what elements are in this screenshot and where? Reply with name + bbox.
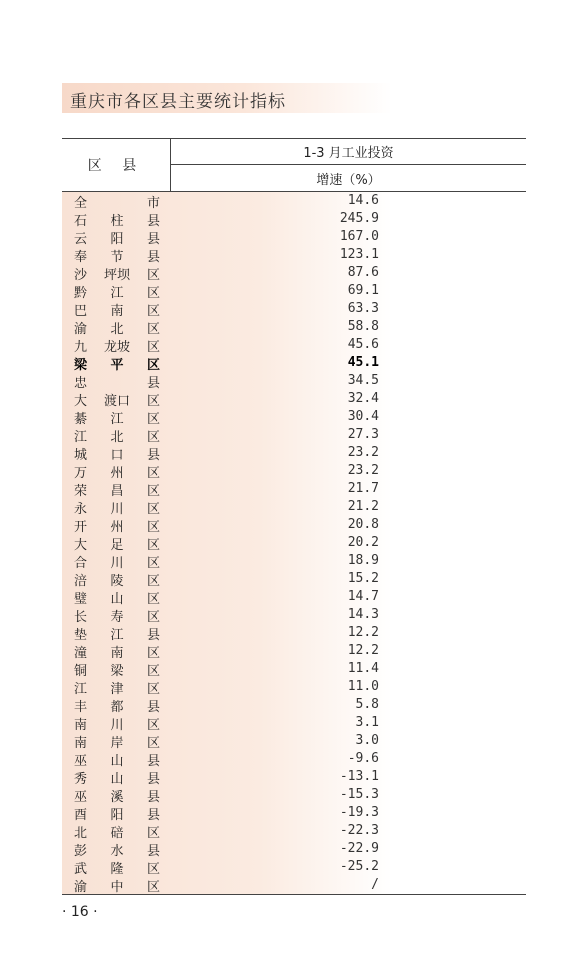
region-name-part: 津 (110, 681, 124, 697)
table-row (62, 858, 526, 876)
growth-value: 45.1 (347, 355, 379, 370)
table-row (62, 408, 526, 426)
region-name-part: 梁 (110, 663, 124, 679)
region-name-part: 沙 (74, 267, 88, 283)
growth-value: 14.6 (347, 193, 379, 208)
table-row (62, 498, 526, 516)
region-name-part: 县 (146, 249, 160, 265)
region-name-part: 溪 (110, 789, 124, 805)
region-name-part: 区 (146, 465, 160, 481)
region-name-part: 县 (146, 375, 160, 391)
region-name-part: 丰 (74, 699, 88, 715)
table-bottom-rule (62, 894, 526, 895)
region-name-part: 山 (110, 753, 124, 769)
table-row (62, 480, 526, 498)
table-row (62, 354, 526, 372)
region-name-part: 岸 (110, 735, 124, 751)
region-name-part: 涪 (74, 573, 88, 589)
region-name (74, 336, 160, 354)
growth-value: 14.7 (347, 589, 379, 604)
growth-value: 87.6 (347, 265, 379, 280)
region-name-part: 秀 (74, 771, 88, 787)
region-name (74, 624, 160, 642)
region-name-part: 九 (74, 339, 88, 355)
growth-value: -19.3 (339, 805, 379, 820)
table-row (62, 678, 526, 696)
region-name (74, 498, 160, 516)
growth-value: 20.2 (347, 535, 379, 550)
region-name (74, 426, 160, 444)
growth-value: 23.2 (347, 445, 379, 460)
growth-value: 20.8 (347, 517, 379, 532)
growth-value: 3.1 (355, 715, 379, 730)
region-name-part: 潼 (74, 645, 88, 661)
region-name-part: 山 (110, 591, 124, 607)
table-row (62, 300, 526, 318)
growth-value: 34.5 (347, 373, 379, 388)
region-name (74, 480, 160, 498)
region-name-part: 区 (146, 411, 160, 427)
region-name (74, 318, 160, 336)
region-name (74, 534, 160, 552)
title-bar (62, 83, 392, 113)
region-name-part: 市 (146, 195, 160, 211)
growth-value: 21.2 (347, 499, 379, 514)
region-name (74, 570, 160, 588)
region-name (74, 192, 160, 210)
region-name-part: 都 (110, 699, 124, 715)
region-name-part: 江 (110, 285, 124, 301)
table-row (62, 210, 526, 228)
growth-value: 245.9 (339, 211, 379, 226)
table-row (62, 732, 526, 750)
table-row (62, 318, 526, 336)
region-name-part: 县 (146, 789, 160, 805)
region-name (74, 408, 160, 426)
table-row (62, 534, 526, 552)
table-row (62, 570, 526, 588)
table-row (62, 822, 526, 840)
table-row (62, 552, 526, 570)
region-name-part: 北 (110, 321, 124, 337)
growth-value: -9.6 (347, 751, 379, 766)
table-row (62, 282, 526, 300)
region-column-header: 区 县 (62, 139, 171, 191)
region-name (74, 444, 160, 462)
table-row (62, 804, 526, 822)
region-name (74, 840, 160, 858)
region-name (74, 660, 160, 678)
region-name-part: 区 (146, 681, 160, 697)
region-name-part: 南 (110, 303, 124, 319)
table-row (62, 606, 526, 624)
region-name-part: 云 (74, 231, 88, 247)
region-name-part: 区 (146, 303, 160, 319)
table-row (62, 714, 526, 732)
region-name-part: 江 (74, 681, 88, 697)
region-name-part: 中 (110, 879, 124, 895)
region-name (74, 264, 160, 282)
region-name-part: 全 (74, 195, 88, 211)
region-name-part: 忠 (74, 375, 88, 391)
region-name-part: 区 (146, 483, 160, 499)
region-name (74, 300, 160, 318)
region-name-part: 足 (110, 537, 124, 553)
region-name (74, 750, 160, 768)
table-row (62, 390, 526, 408)
table-row (62, 336, 526, 354)
growth-value: -13.1 (339, 769, 379, 784)
stats-table (62, 138, 526, 895)
region-name-part: 区 (146, 825, 160, 841)
region-name (74, 282, 160, 300)
region-name-part: 梁 (74, 357, 88, 373)
region-name-part: 区 (146, 609, 160, 625)
region-name (74, 858, 160, 876)
region-name-part: 江 (110, 627, 124, 643)
region-name-part: 区 (146, 555, 160, 571)
region-name-part: 川 (110, 501, 124, 517)
region-name-part: 区 (146, 339, 160, 355)
region-name-part: 县 (146, 447, 160, 463)
growth-value: 32.4 (347, 391, 379, 406)
region-name-part: 区 (146, 519, 160, 535)
table-header (62, 138, 526, 192)
region-name-part: 县 (146, 699, 160, 715)
region-name (74, 210, 160, 228)
growth-value: 167.0 (339, 229, 379, 244)
region-name-part: 合 (74, 555, 88, 571)
region-name-part: 区 (146, 591, 160, 607)
growth-value: 45.6 (347, 337, 379, 352)
table-row (62, 750, 526, 768)
unit-column-header: 增速（%） (316, 172, 381, 188)
region-name-part: 口 (110, 447, 124, 463)
page-number: · 16 · (62, 904, 98, 920)
region-name-part: 陵 (110, 573, 124, 589)
growth-value: 30.4 (347, 409, 379, 424)
region-name-part: 万 (74, 465, 88, 481)
table-row (62, 426, 526, 444)
region-name-part: 县 (146, 627, 160, 643)
region-name-part: 北 (74, 825, 88, 841)
region-name-part: 南 (110, 645, 124, 661)
region-name (74, 714, 160, 732)
region-name (74, 768, 160, 786)
region-name-part: 县 (146, 213, 160, 229)
region-name-part: 垫 (74, 627, 88, 643)
table-row (62, 372, 526, 390)
table-row (62, 228, 526, 246)
region-name-part: 渡口 (103, 393, 130, 409)
region-name-part: 柱 (110, 213, 124, 229)
table-row (62, 786, 526, 804)
region-name-part: 巫 (74, 789, 88, 805)
page-title: 重庆市各区县主要统计指标 (70, 92, 286, 112)
region-name-part: 阳 (110, 807, 124, 823)
region-name-part: 碚 (110, 825, 124, 841)
region-name-part: 县 (146, 771, 160, 787)
table-body (62, 192, 526, 894)
table-row (62, 246, 526, 264)
growth-value: -25.2 (339, 859, 379, 874)
region-name-part: 区 (146, 645, 160, 661)
region-name (74, 606, 160, 624)
table-row (62, 588, 526, 606)
region-name (74, 642, 160, 660)
region-name-part: 长 (74, 609, 88, 625)
growth-value: -15.3 (339, 787, 379, 802)
region-name-part: 区 (146, 357, 160, 373)
region-name (74, 678, 160, 696)
growth-value: 12.2 (347, 625, 379, 640)
region-name-part: 平 (110, 357, 124, 373)
region-name-part: 县 (146, 807, 160, 823)
region-name-part: 水 (110, 843, 124, 859)
region-name-part: 奉 (74, 249, 88, 265)
table-row (62, 696, 526, 714)
growth-value: -22.3 (339, 823, 379, 838)
region-name-part: 山 (110, 771, 124, 787)
region-name-part: 区 (146, 573, 160, 589)
region-name-part: 武 (74, 861, 88, 877)
region-name-part: 綦 (74, 411, 88, 427)
region-name-part: 南 (74, 717, 88, 733)
table-row (62, 660, 526, 678)
region-name-part: 县 (146, 231, 160, 247)
region-name-part: 区 (146, 879, 160, 895)
region-name-part: 区 (146, 321, 160, 337)
region-name-part: 川 (110, 555, 124, 571)
growth-value: 69.1 (347, 283, 379, 298)
growth-value: 21.7 (347, 481, 379, 496)
growth-value: 12.2 (347, 643, 379, 658)
region-name-part: 区 (146, 735, 160, 751)
region-name-part: 区 (146, 429, 160, 445)
region-name-part: 区 (146, 285, 160, 301)
region-name-part: 节 (110, 249, 124, 265)
growth-value: 123.1 (339, 247, 379, 262)
region-name-part: 城 (74, 447, 88, 463)
growth-value: / (371, 877, 379, 892)
growth-value: 11.0 (347, 679, 379, 694)
region-name (74, 696, 160, 714)
region-name (74, 462, 160, 480)
table-row (62, 840, 526, 858)
region-name-part: 黔 (74, 285, 88, 301)
region-name-part: 区 (146, 393, 160, 409)
region-name-part: 坪坝 (103, 267, 130, 283)
region-name-part: 酉 (74, 807, 88, 823)
growth-value: 58.8 (347, 319, 379, 334)
growth-value: 5.8 (355, 697, 379, 712)
region-name-part: 区 (146, 717, 160, 733)
region-name-part: 阳 (110, 231, 124, 247)
region-name-part: 区 (146, 537, 160, 553)
region-name-part: 渝 (74, 879, 88, 895)
table-row (62, 624, 526, 642)
table-row (62, 642, 526, 660)
region-name-part: 南 (74, 735, 88, 751)
region-name-part: 永 (74, 501, 88, 517)
region-name-part: 龙坡 (103, 339, 130, 355)
region-name (74, 786, 160, 804)
region-name-part: 州 (110, 519, 124, 535)
region-name-part: 开 (74, 519, 88, 535)
region-name-part: 川 (110, 717, 124, 733)
region-name (74, 372, 160, 390)
region-name (74, 228, 160, 246)
table-row (62, 444, 526, 462)
region-name-part: 江 (110, 411, 124, 427)
region-name-part: 州 (110, 465, 124, 481)
region-name-part: 江 (74, 429, 88, 445)
region-name-part: 北 (110, 429, 124, 445)
growth-value: 18.9 (347, 553, 379, 568)
region-name (74, 876, 160, 894)
region-name-part: 寿 (110, 609, 124, 625)
region-name (74, 354, 160, 372)
table-row (62, 768, 526, 786)
region-name-part: 巫 (74, 753, 88, 769)
region-name-part: 区 (146, 663, 160, 679)
region-name-part: 石 (74, 213, 88, 229)
region-name-part: 巴 (74, 303, 88, 319)
growth-value: 15.2 (347, 571, 379, 586)
region-name-part: 大 (74, 393, 88, 409)
region-name-part: 区 (146, 861, 160, 877)
growth-value: 23.2 (347, 463, 379, 478)
region-name-part: 荣 (74, 483, 88, 499)
region-name (74, 516, 160, 534)
growth-value: 27.3 (347, 427, 379, 442)
growth-value: 14.3 (347, 607, 379, 622)
growth-value: 3.0 (355, 733, 379, 748)
table-row (62, 876, 526, 894)
region-name (74, 804, 160, 822)
region-name (74, 246, 160, 264)
region-name-part: 区 (146, 267, 160, 283)
table-row (62, 192, 526, 210)
table-row (62, 462, 526, 480)
region-name (74, 732, 160, 750)
growth-value: 11.4 (347, 661, 379, 676)
region-name (74, 822, 160, 840)
metric-column-header: 1-3 月工业投资 (171, 139, 526, 165)
region-name (74, 588, 160, 606)
region-name (74, 390, 160, 408)
region-name-part: 彭 (74, 843, 88, 859)
region-name-part: 璧 (74, 591, 88, 607)
region-name (74, 552, 160, 570)
region-name-part: 隆 (110, 861, 124, 877)
table-row (62, 264, 526, 282)
region-name-part: 昌 (110, 483, 124, 499)
region-name-part: 县 (146, 753, 160, 769)
table-row (62, 516, 526, 534)
region-name-part: 大 (74, 537, 88, 553)
region-name-part: 区 (146, 501, 160, 517)
region-name-part: 县 (146, 843, 160, 859)
growth-value: 63.3 (347, 301, 379, 316)
region-name-part: 铜 (74, 663, 88, 679)
region-name-part: 渝 (74, 321, 88, 337)
growth-value: -22.9 (339, 841, 379, 856)
